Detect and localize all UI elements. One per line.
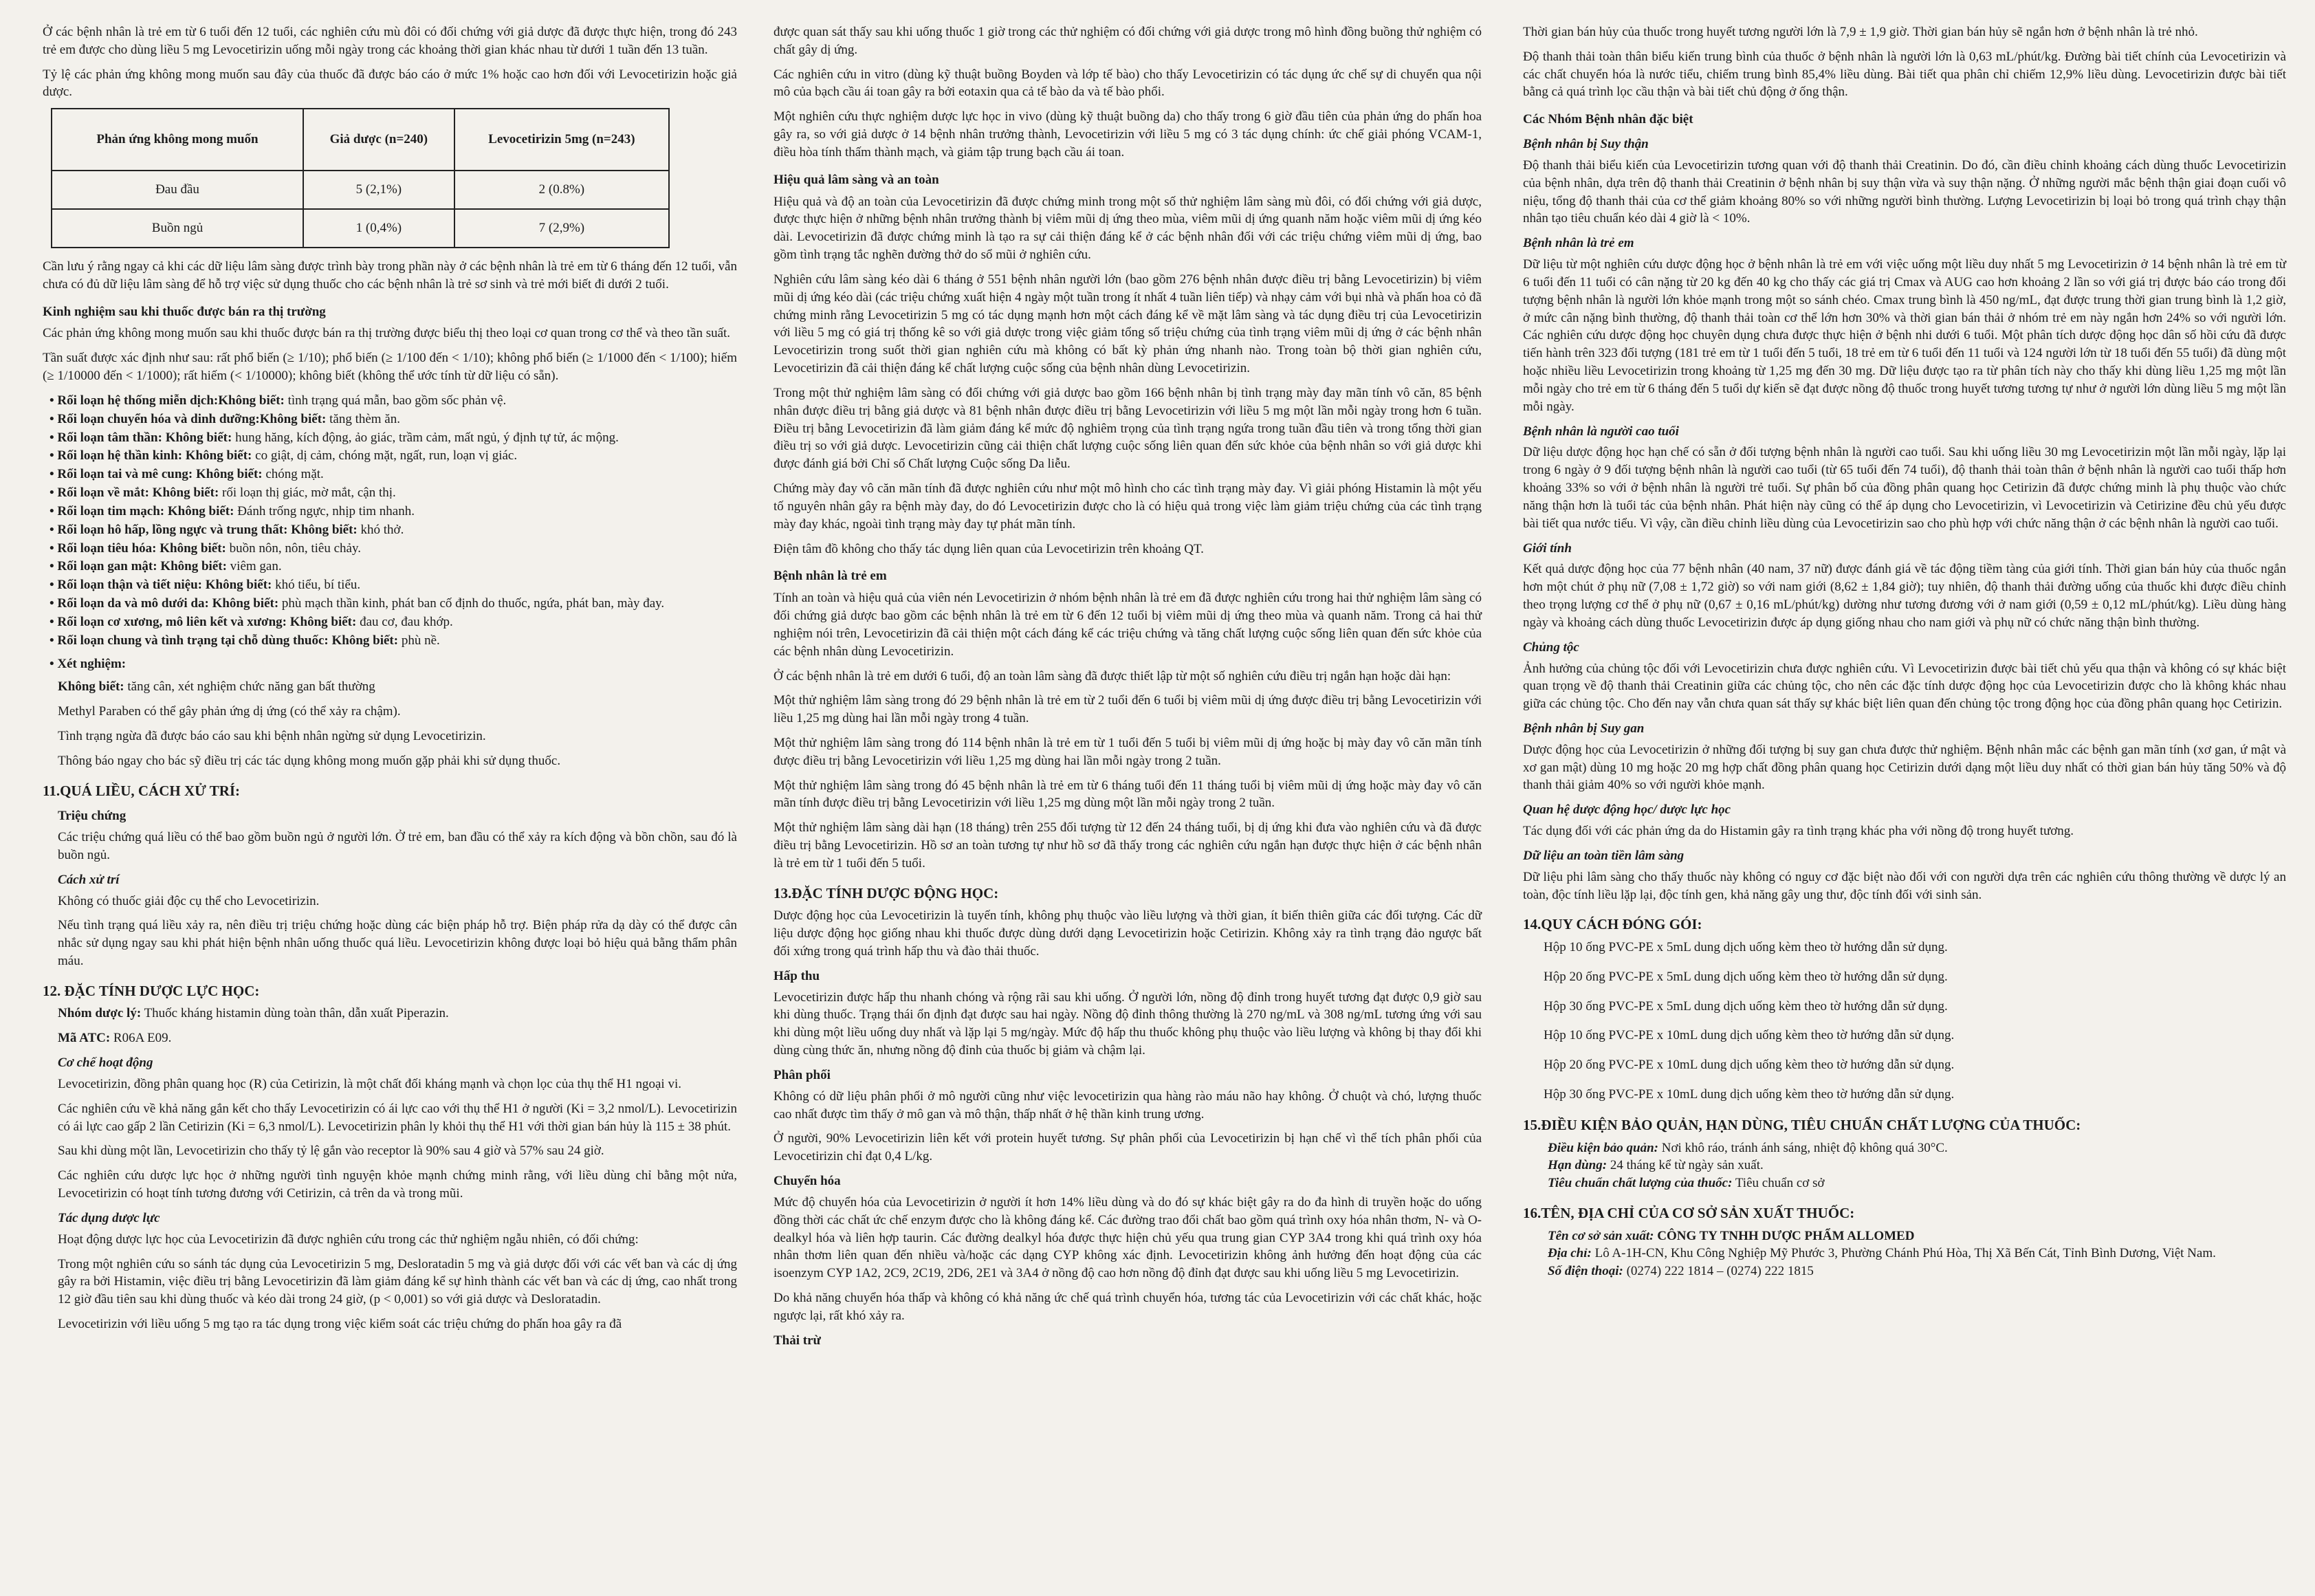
subheading-children: Bệnh nhân là trẻ em bbox=[1523, 236, 1634, 251]
organ-class: Rối loạn hô hấp, lồng ngực và trung thất: bbox=[57, 522, 292, 537]
table-row bbox=[52, 171, 669, 209]
quality-standard bbox=[1523, 1174, 2286, 1192]
label: Mã ATC: bbox=[58, 1031, 111, 1046]
value: Lô A-1H-CN, Khu Công Nghiệp Mỹ Phước 3, Phường Chánh Phú Hòa, Thị Xã Bến Cát, Tỉnh Bình Dương, Việt Nam. bbox=[1591, 1246, 2216, 1261]
subheading: Cách xử trí bbox=[58, 872, 120, 887]
paragraph: Thông báo ngay cho bác sỹ điều trị các tác dụng không mong muốn gặp phải khi sử dụng thuốc. bbox=[58, 753, 561, 768]
frequency: Không biết: bbox=[152, 485, 219, 501]
frequency: Không biết: bbox=[160, 559, 227, 574]
label: Điều kiện bảo quản: bbox=[1548, 1140, 1658, 1155]
section-14-heading: 14.QUY CÁCH ĐÓNG GÓI: bbox=[1523, 916, 1702, 933]
paragraph: Do khả năng chuyển hóa thấp và không có khả năng ức chế quá trình chuyển hóa, tương tác của Levocetirizin với các chất khác, hoặc ngược lại, rất khó xảy ra. bbox=[774, 1291, 1482, 1323]
paragraph: Hiệu quả và độ an toàn của Levocetirizin đã được chứng minh trong một số thử nghiệm lâm sàng mù đôi, có đối chứng với giả dược, được thực hiện ở những bệnh nhân trưởng thành bị viêm mũi dị ứng theo mùa, viêm mũi dị ứng quanh năm hoặc viêm mũi dị ứng kéo dài. Levocetirizin đã được chứng minh là tạo ra sự cải thiện đáng kể ở các bệnh nhân đối với các triệu chứng viêm mũi dị ứng, bao gồm tình trạng tắc nghẽn đường thở do sổ mũi ở nghiên cứu. bbox=[774, 194, 1482, 263]
paragraph: Nếu tình trạng quá liều xảy ra, nên điều trị triệu chứng hoặc dùng các biện pháp hỗ trợ. Biện pháp rửa dạ dày có thể được cân nhắc sử dụng ngay sau khi phát hiện bệnh nhân uống thuốc quá liều. Levocetirizin không được loại bỏ hiệu quả bằng thẩm phân máu. bbox=[58, 918, 737, 969]
frequency: Không biết: bbox=[165, 430, 232, 445]
frequency: Không biết: bbox=[205, 578, 272, 593]
package-item: Hộp 30 ống PVC-PE x 10mL dung dịch uống kèm theo tờ hướng dẫn sử dụng. bbox=[1544, 1087, 1955, 1102]
paragraph: Một thử nghiệm lâm sàng trong đó 45 bệnh nhân là trẻ em từ 6 tháng tuổi đến 11 tháng tuổi bị viêm mũi dị ứng hoặc mày đay vô căn mãn tính được điều trị bằng Levocetirizin với liều 1,25 mg dùng một lần mỗi ngày trong 2 tuần. bbox=[774, 778, 1482, 811]
table-cell: 1 (0,4%) bbox=[303, 209, 454, 248]
section-15-heading: 15.ĐIỀU KIỆN BẢO QUẢN, HẠN DÙNG, TIÊU CHUẨN CHẤT LƯỢNG CỦA THUỐC: bbox=[1523, 1116, 2081, 1133]
paragraph: Levocetirizin được hấp thu nhanh chóng và rộng rãi sau khi uống. Ở người lớn, nồng độ đỉnh trong huyết tương đạt được 0,9 giờ sau khi dùng thuốc. Trạng thái ổn định đạt được sau hai ngày. Nồng độ đỉnh thông thường là 270 ng/mL và 308 ng/mL tương ứng với sau khi dùng một liều uống duy nhất và lặp lại 5 mg/ngày. Mức độ hấp thu thuốc không phụ thuộc vào liều lượng và không bị thay đổi khi dùng cùng thức ăn, nhưng nồng độ đỉnh của thuốc bị giảm và chậm lại. bbox=[774, 990, 1482, 1058]
list-item bbox=[50, 484, 737, 502]
organ-class: Rối loạn chuyển hóa và dinh dưỡng: bbox=[57, 411, 260, 426]
list-item bbox=[50, 540, 737, 558]
organ-class: Rối loạn tiêu hóa: bbox=[57, 540, 160, 556]
paragraph: Một thử nghiệm lâm sàng trong đó 29 bệnh nhân là trẻ em từ 2 tuổi đến 6 tuổi bị viêm mũi dị ứng được điều trị bằng Levocetirizin với liều 1,25 mg dùng hai lần mỗi ngày trong 4 tuần. bbox=[774, 693, 1482, 726]
effects: phù nề. bbox=[398, 633, 440, 648]
paragraph: Ở các bệnh nhân là trẻ em dưới 6 tuổi, độ an toàn lâm sàng đã được thiết lập từ một số nghiên cứu điều trị ngắn hạn hoặc dài hạn: bbox=[774, 668, 1451, 684]
paragraph: Chứng mày đay vô căn mãn tính đã được nghiên cứu như một mô hình cho các tình trạng mày đay. Vì giải phóng Histamin là một yếu tố nguyên nhân gây ra bệnh mày đay, do đó Levocetirizin được cho là có hiệu quả trong việc làm giảm triệu chứng của các tình trạng mày đay khác, ngoài tình trạng mày đay tự phát mãn tính. bbox=[774, 481, 1482, 532]
paragraph: Tỷ lệ các phản ứng không mong muốn sau đây của thuốc đã được báo cáo ở mức 1% hoặc cao hơn đối với Levocetirizin hoặc giả dược. bbox=[43, 67, 737, 100]
label: Nhóm dược lý: bbox=[58, 1006, 142, 1021]
organ-class: Rối loạn cơ xương, mô liên kết và xương: bbox=[57, 614, 290, 629]
package-item: Hộp 30 ống PVC-PE x 5mL dung dịch uống kèm theo tờ hướng dẫn sử dụng. bbox=[1544, 998, 1948, 1014]
frequency: Không biết: bbox=[196, 467, 263, 482]
subheading-race: Chủng tộc bbox=[1523, 640, 1579, 655]
subheading-absorption: Hấp thu bbox=[774, 968, 820, 983]
paragraph: Độ thanh thải biểu kiến của Levocetirizin tương quan với độ thanh thải Creatinin. Do đó, cần điều chỉnh khoảng cách dùng thuốc Levocetirizin của bệnh nhân, dựa trên độ thanh thải Creatinin ở bệnh nhân bị suy thận vừa và suy thận nặng. Ở những người mắc bệnh thận giai đoạn cuối vô niệu, tổng độ thanh thải của cơ thể giảm khoảng 80% so với những người bình thường. Lượng Levocetirizin bị loại bỏ trong quá trình chạy thận nhân tạo tiêu chuẩn kéo dài 4 giờ là < 10%. bbox=[1523, 157, 2286, 226]
package-item: Hộp 20 ống PVC-PE x 10mL dung dịch uống kèm theo tờ hướng dẫn sử dụng. bbox=[1544, 1058, 1955, 1073]
subheading-hepatic: Bệnh nhân bị Suy gan bbox=[1523, 721, 1645, 736]
paragraph: Methyl Paraben có thể gây phản ứng dị ứng (có thể xảy ra chậm). bbox=[58, 704, 401, 719]
paragraph: Ảnh hưởng của chủng tộc đối với Levocetirizin chưa được nghiên cứu. Vì Levocetirizin được bài tiết chủ yếu qua thận và không có sự khác biệt quan trọng về độ thanh thải Creatinin giữa các chủng tộc, cho nên các đặc tính dược động học của Levocetirizin được cho là không khác nhau giữa các chủng tộc. Cho đến nay vẫn chưa quan sát thấy sự khác biệt liên quan đến chủng tộc trong động học của đồng phân quang học Cetirizin. bbox=[1523, 661, 2286, 712]
column-1 bbox=[43, 23, 737, 1340]
effects: hung hăng, kích động, ảo giác, trầm cảm, mất ngủ, ý định tự tử, ác mộng. bbox=[232, 430, 619, 445]
value: (0274) 222 1814 – (0274) 222 1815 bbox=[1623, 1264, 1814, 1279]
table-cell: 2 (0.8%) bbox=[454, 171, 669, 209]
label: Số điện thoại: bbox=[1548, 1264, 1623, 1279]
subheading: Triệu chứng bbox=[58, 809, 127, 824]
paragraph: Levocetirizin, đồng phân quang học (R) của Cetirizin, là một chất đối kháng mạnh và chọn lọc của thụ thể H1 ngoại vi. bbox=[58, 1076, 681, 1091]
frequency: Không biết: bbox=[259, 411, 327, 426]
section-13-heading: 13.ĐẶC TÍNH DƯỢC ĐỘNG HỌC: bbox=[774, 884, 999, 901]
paragraph: Dữ liệu phi lâm sàng cho thấy thuốc này không có nguy cơ đặc biệt nào đối với con người dựa trên các nghiên cứu thông thường về dược lý an toàn, độc tính liều lặp lại, độc tính gen, khả năng gây ung thư, độc tính đối với sinh sản. bbox=[1523, 869, 2286, 902]
paragraph: Một thử nghiệm lâm sàng dài hạn (18 tháng) trên 255 đối tượng từ 12 đến 24 tháng tuổi, bị dị ứng khi đưa vào nghiên cứu và đã được điều trị bằng Levocetirizin. Hồ sơ an toàn tương tự như hồ sơ đã thấy trong các nghiên cứu ngắn hạn được thực hiện ở các bệnh nhân là trẻ em từ 1 tuổi đến 5 tuổi. bbox=[774, 820, 1482, 871]
effects: tình trạng quá mẫn, bao gồm sốc phản vệ. bbox=[284, 393, 507, 408]
column-3 bbox=[1523, 23, 2286, 1280]
paragraph: Dược động học của Levocetirizin ở những đối tượng bị suy gan chưa được thử nghiệm. Bệnh nhân mắc các bệnh gan mãn tính (xơ gan, ứ mật và xơ gan mật) dùng 10 mg hoặc 20 mg hợp chất đồng phân quang học Cetirizin dưới dạng một liều duy nhất có thời gian bán hủy tăng 50% và độ thanh thải giảm 40% so với người khỏe mạnh. bbox=[1523, 742, 2286, 793]
label: Hạn dùng: bbox=[1548, 1158, 1608, 1173]
shelf-life bbox=[1523, 1157, 2286, 1174]
paragraph: Levocetirizin với liều uống 5 mg tạo ra tác dụng trong việc kiểm soát các triệu chứng do phấn hoa gây ra đã bbox=[58, 1316, 622, 1331]
heading-post-market: Kinh nghiệm sau khi thuốc được bán ra thị trường bbox=[43, 304, 326, 319]
frequency: Không biết: bbox=[331, 633, 399, 648]
manufacturer-name bbox=[1523, 1227, 2286, 1245]
organ-class: Rối loạn thận và tiết niệu: bbox=[57, 578, 206, 593]
paragraph: Độ thanh thải toàn thân biểu kiến trung bình của thuốc ở bệnh nhân là người lớn là 0,63 mL/phút/kg. Đường bài tiết chính của Levocetirizin và các chất chuyển hóa là nước tiểu, chiếm trung bình 85,4% liều dùng. Bài tiết qua phân chỉ chiếm 12,9% liều dùng. Levocetirizin được bài tiết bằng cả quá trình lọc cầu thận và bài tiết chủ động ở ống thận. bbox=[1523, 49, 2286, 100]
organ-class: Rối loạn hệ thần kinh: bbox=[57, 448, 186, 463]
organ-class: Rối loạn hệ thống miễn dịch: bbox=[57, 393, 219, 408]
section-11-heading: 11.QUÁ LIỀU, CÁCH XỬ TRÍ: bbox=[43, 782, 241, 799]
frequency: Không biết: bbox=[291, 522, 358, 537]
table-cell: Đau đầu bbox=[52, 171, 303, 209]
effects: rối loạn thị giác, mờ mắt, cận thị. bbox=[219, 485, 396, 501]
effects: buồn nôn, nôn, tiêu chảy. bbox=[226, 540, 361, 556]
manufacturer-address bbox=[1523, 1245, 2286, 1262]
paragraph: Tác dụng đối với các phản ứng da do Histamin gây ra tình trạng khác pha với nồng độ trong huyết tương. bbox=[1523, 824, 2074, 839]
effects: đau cơ, đau khớp. bbox=[356, 614, 453, 629]
effects: khó thở. bbox=[357, 522, 404, 537]
paragraph: Không có dữ liệu phân phối ở mô người cũng như việc levocetirizin qua hàng rào máu não hay không. Ở chuột và chó, lượng thuốc cao nhất được tìm thấy ở mô gan và mô thận, thấp nhất ở hệ thần kinh trung ương. bbox=[774, 1089, 1482, 1122]
list-item bbox=[50, 466, 737, 483]
effects: phù mạch thần kinh, phát ban cố định do thuốc, ngứa, phát ban, mày đay. bbox=[278, 596, 665, 611]
pharmacologic-group bbox=[43, 1005, 737, 1023]
value: Tiêu chuẩn cơ sở bbox=[1732, 1176, 1825, 1191]
list-item bbox=[50, 503, 737, 521]
list-item bbox=[50, 429, 737, 447]
frequency: Không biết: bbox=[167, 503, 234, 518]
label: Địa chỉ: bbox=[1548, 1246, 1592, 1261]
paragraph: Tính an toàn và hiệu quả của viên nén Levocetirizin ở nhóm bệnh nhân là trẻ em đã được nghiên cứu trong hai thử nghiệm lâm sàng có đối chứng giả dược bao gồm các bệnh nhân là trẻ em từ 6 đến 12 tuổi bị viêm mũi dị ứng theo mùa và quanh năm. Trong cả hai thử nghiệm nói trên, Levocetirizin đã cải thiện một cách đáng kể các triệu chứng và tăng chất lượng cuộc sống liên quan đến sức khỏe của các bệnh nhân dùng Levocetirizin. bbox=[774, 591, 1482, 659]
adverse-reaction-table bbox=[51, 108, 670, 248]
table-row bbox=[52, 209, 669, 248]
effects: viêm gan. bbox=[226, 559, 282, 574]
value: Thuốc kháng histamin dùng toàn thân, dẫn xuất Piperazin. bbox=[141, 1006, 449, 1021]
paragraph: Dược động học của Levocetirizin là tuyến tính, không phụ thuộc vào liều lượng và thời gian, ít biến thiên giữa các đối tượng. Các dữ liệu dược động học giống nhau khi thuốc được dùng dưới dạng Levocetirizin hoặc Cetirizin. Không xảy ra tình trạng đảo ngược bất đối xứng trong quá trình hấp thu và đào thải thuốc. bbox=[774, 908, 1482, 959]
organ-class: Rối loạn da và mô dưới da: bbox=[57, 596, 212, 611]
package-item: Hộp 10 ống PVC-PE x 10mL dung dịch uống kèm theo tờ hướng dẫn sử dụng. bbox=[1544, 1028, 1955, 1043]
adverse-effect-list bbox=[43, 392, 737, 650]
list-item bbox=[50, 595, 737, 613]
subheading-distribution: Phân phối bbox=[774, 1067, 831, 1082]
paragraph: Ở các bệnh nhân là trẻ em từ 6 tuổi đến 12 tuổi, các nghiên cứu mù đôi có đối chứng với giả dược đã được thực hiện, trong đó 243 trẻ em được cho dùng liều 5 mg Levocetirizin uống mỗi ngày trong các khoảng thời gian khác nhau từ dưới 1 tuần đến 13 tuần. bbox=[43, 25, 737, 57]
paragraph: Tần suất được xác định như sau: rất phổ biến (≥ 1/10); phổ biến (≥ 1/100 đến < 1/10); không phổ biến (≥ 1/1000 đến < 1/100); hiếm (≥ 1/10000 đến < 1/1000); rất hiếm (< 1/10000); không biết (không thể ước tính từ dữ liệu có sẵn). bbox=[43, 351, 737, 384]
lab-test-heading: Xét nghiệm: bbox=[57, 656, 127, 671]
paragraph: Các triệu chứng quá liều có thể bao gồm buồn ngủ ở người lớn. Ở trẻ em, ban đầu có thể xảy ra kích động và bồn chồn, sau đó là buồn ngủ. bbox=[58, 830, 737, 862]
frequency: Không biết: bbox=[289, 614, 357, 629]
subheading: Cơ chế hoạt động bbox=[58, 1056, 153, 1071]
list-item bbox=[50, 632, 737, 650]
organ-class: Rối loạn tai và mê cung: bbox=[57, 467, 197, 482]
paragraph: Không có thuốc giải độc cụ thể cho Levocetirizin. bbox=[58, 893, 320, 908]
heading-special-groups: Các Nhóm Bệnh nhân đặc biệt bbox=[1523, 112, 1693, 127]
frequency: Không biết: bbox=[212, 596, 279, 611]
organ-class: Rối loạn gan mật: bbox=[57, 559, 161, 574]
effects: tăng thèm ăn. bbox=[326, 411, 400, 426]
paragraph: Cần lưu ý rằng ngay cả khi các dữ liệu lâm sàng được trình bày trong phần này ở các bệnh nhân là trẻ em từ 6 tháng đến 12 tuổi, vẫn chưa có đủ dữ liệu lâm sàng để hỗ trợ việc sử dụng thuốc cho các bệnh nhân là trẻ sơ sinh và trẻ mới biết đi dưới 2 tuổi. bbox=[43, 259, 737, 292]
atc-code bbox=[43, 1029, 737, 1047]
frequency: Không biết: bbox=[185, 448, 252, 463]
subheading-elderly: Bệnh nhân là người cao tuổi bbox=[1523, 424, 1679, 439]
paragraph: Trong một thử nghiệm lâm sàng có đối chứng với giả dược bao gồm 166 bệnh nhân bị tình trạng mày đay mãn tính vô căn, 85 bệnh nhân được điều trị bằng giả dược và 81 bệnh nhân được điều trị bằng Levocetirizin với liều 5 mg một lần mỗi ngày trong hơn 6 tuần. Điều trị bằng Levocetirizin đã làm giảm đáng kể mức độ nghiêm trọng của tình trạng ngứa trong tuần đầu tiên và trong tổng thời gian điều trị so với giả dược. Levocetirizin cũng cải thiện chất lượng cuộc sống liên quan đến sức khỏe của bệnh nhân so với giả dược khi được đánh giá bởi Chỉ số Chất lượng Cuộc sống Da liễu. bbox=[774, 385, 1482, 472]
list-item bbox=[50, 392, 737, 410]
subheading-gender: Giới tính bbox=[1523, 540, 1572, 556]
label: Tiêu chuẩn chất lượng của thuốc: bbox=[1548, 1176, 1733, 1191]
paragraph: Trong một nghiên cứu so sánh tác dụng của Levocetirizin 5 mg, Desloratadin 5 mg và giả dược đối với các vết ban và các dị ứng gây ra bởi Histamin, việc điều trị bằng Levocetirizin đã làm giảm đáng kể sự hình thành các vết ban và các dị ứng, cao nhất trong 12 giờ đầu tiên sau khi dùng thuốc và kéo dài trong 24 giờ, (p < 0,001) so với giả dược và Desloratadin. bbox=[58, 1256, 737, 1307]
frequency: Không biết: bbox=[160, 540, 226, 556]
paragraph: Điện tâm đồ không cho thấy tác dụng liên quan của Levocetirizin trên khoảng QT. bbox=[774, 541, 1204, 556]
organ-class: Rối loạn về mắt: bbox=[57, 485, 153, 501]
section-12-heading: 12. ĐẶC TÍNH DƯỢC LỰC HỌC: bbox=[43, 982, 260, 999]
paragraph: Dữ liệu dược động học hạn chế có sẵn ở đối tượng bệnh nhân là người cao tuổi. Sau khi uống liều 30 mg Levocetirizin một lần mỗi ngày, lặp lại trong 6 ngày ở 9 đối tượng bệnh nhân là người cao tuổi (từ 65 tuổi đến 74 tuổi), độ thanh thải toàn thân ở bệnh nhân là người cao tuổi thấp hơn khoảng 33% so với ở bệnh nhân là người trẻ tuổi. Sự phân bố của đồng phân quang học Cetirizin đã được chứng minh là phụ thuộc vào chức năng thận hơn là tuổi tác của bệnh nhân. Phát hiện này cũng có thể áp dụng cho Levocetirizin, vì Levocetirizin và Cetirizine đều chủ yếu được bài tiết qua nước tiểu. Vì vậy, cần điều chỉnh liều dùng của Levocetirizin sao cho phù hợp với chức năng thận ở các bệnh nhân là người cao tuổi. bbox=[1523, 445, 2286, 531]
package-item: Hộp 10 ống PVC-PE x 5mL dung dịch uống kèm theo tờ hướng dẫn sử dụng. bbox=[1544, 939, 1948, 954]
paragraph: Các phản ứng không mong muốn sau khi thuốc được bán ra thị trường được biểu thị theo loại cơ quan trong cơ thể và theo tần suất. bbox=[43, 326, 731, 341]
table-cell: 7 (2,9%) bbox=[454, 209, 669, 248]
effects: tăng cân, xét nghiệm chức năng gan bất thường bbox=[124, 679, 375, 695]
subheading-renal: Bệnh nhân bị Suy thận bbox=[1523, 137, 1649, 152]
value: R06A E09. bbox=[110, 1031, 172, 1046]
lab-test-line bbox=[43, 678, 737, 696]
subheading: Tác dụng dược lực bbox=[58, 1210, 160, 1225]
paragraph: Tình trạng ngừa đã được báo cáo sau khi bệnh nhân ngừng sử dụng Levocetirizin. bbox=[58, 729, 486, 744]
list-item bbox=[50, 447, 737, 465]
list-item bbox=[50, 655, 737, 673]
subheading-pk-pd: Quan hệ dược động học/ dược lực học bbox=[1523, 802, 1731, 818]
table-header: Phản ứng không mong muốn bbox=[52, 109, 303, 171]
paragraph: Kết quả dược động học của 77 bệnh nhân (40 nam, 37 nữ) được đánh giá về tác động tiềm tàng của giới tính. Thời gian bán hủy của thuốc ngắn hơn một chút ở phụ nữ (7,08 ± 1,72 giờ) so với nam giới (8,62 ± 1,84 giờ); tuy nhiên, độ thanh thải đường uống của thuốc khi được điều chỉnh theo trọng lượng cơ thể ở phụ nữ (0,67 ± 0,16 mL/phút/kg) dường như tương đương với ở nam giới (0,59 ± 0,12 mL/phút/kg). Liều dùng hàng ngày và khoảng cách dùng thuốc Levocetirizin được áp dụng giống nhau cho nam giới và phụ nữ có chức năng thận bình thường. bbox=[1523, 562, 2286, 630]
effects: co giật, dị cảm, chóng mặt, ngất, run, loạn vị giác. bbox=[252, 448, 518, 463]
paragraph: Các nghiên cứu in vitro (dùng kỹ thuật buồng Boyden và lớp tế bào) cho thấy Levocetirizin có tác dụng ức chế sự di chuyển qua nội mô của bạch cầu ái toan gây ra bởi eotaxin qua cả tế bào da và tế bào phổi. bbox=[774, 67, 1482, 100]
effects: chóng mặt. bbox=[262, 467, 324, 482]
table-header: Levocetirizin 5mg (n=243) bbox=[454, 109, 669, 171]
value: CÔNG TY TNHH DƯỢC PHẨM ALLOMED bbox=[1654, 1228, 1915, 1243]
label: Tên cơ sở sản xuất: bbox=[1548, 1228, 1654, 1243]
frequency: Không biết: bbox=[218, 393, 285, 408]
list-item bbox=[50, 613, 737, 631]
storage-condition bbox=[1523, 1139, 2286, 1157]
subheading-preclinical: Dữ liệu an toàn tiền lâm sàng bbox=[1523, 848, 1685, 863]
paragraph: Một thử nghiệm lâm sàng trong đó 114 bệnh nhân là trẻ em từ 1 tuổi đến 5 tuổi bị viêm mũi dị ứng hoặc bị mày đay vô căn mãn tính được điều trị bằng Levocetirizin với liều 1,25 mg dùng hai lần mỗi ngày trong 2 tuần. bbox=[774, 735, 1482, 768]
paragraph: được quan sát thấy sau khi uống thuốc 1 giờ trong các thử nghiệm có đối chứng với giả dược trong mô hình đồng buồng thử nghiệm có chất gây dị ứng. bbox=[774, 25, 1482, 57]
paragraph: Hoạt động dược lực học của Levocetirizin đã được nghiên cứu trong các thử nghiệm ngẫu nhiên, có đối chứng: bbox=[58, 1232, 639, 1247]
organ-class: Rối loạn tim mạch: bbox=[57, 503, 168, 518]
table-cell: 5 (2,1%) bbox=[303, 171, 454, 209]
package-item: Hộp 20 ống PVC-PE x 5mL dung dịch uống kèm theo tờ hướng dẫn sử dụng. bbox=[1544, 969, 1948, 984]
frequency: Không biết: bbox=[58, 679, 124, 695]
list-item bbox=[50, 521, 737, 539]
paragraph: Một nghiên cứu thực nghiệm dược lực học in vivo (dùng kỹ thuật buồng da) cho thấy trong 6 giờ đầu tiên của phản ứng do phấn hoa gây ra, so với giả dược ở 14 bệnh nhân trưởng thành, Levocetirizin với liều 5 mg có 3 tác dụng chính: ức chế giải phóng VCAM-1, điều hòa tính thấm thành mạch, và giảm tập trung bạch cầu ái toan. bbox=[774, 109, 1482, 160]
paragraph: Sau khi dùng một lần, Levocetirizin cho thấy tỷ lệ gắn vào receptor là 90% sau 4 giờ và 57% sau 24 giờ. bbox=[58, 1144, 604, 1159]
organ-class: Rối loạn tâm thần: bbox=[57, 430, 166, 445]
table-cell: Buồn ngủ bbox=[52, 209, 303, 248]
value: Nơi khô ráo, tránh ánh sáng, nhiệt độ không quá 30°C. bbox=[1658, 1140, 1948, 1155]
organ-class: Rối loạn chung và tình trạng tại chỗ dùng thuốc: bbox=[57, 633, 332, 648]
section-16-heading: 16.TÊN, ĐỊA CHỈ CỦA CƠ SỞ SẢN XUẤT THUỐC: bbox=[1523, 1204, 1855, 1221]
heading-efficacy: Hiệu quả lâm sàng và an toàn bbox=[774, 172, 939, 187]
paragraph: Ở người, 90% Levocetirizin liên kết với protein huyết tương. Sự phân phối của Levocetirizin bị hạn chế vì thể tích phân phối của Levocetirizin chỉ đạt 0,4 L/kg. bbox=[774, 1131, 1482, 1164]
paragraph: Mức độ chuyển hóa của Levocetirizin ở người ít hơn 14% liều dùng và do đó sự khác biệt gây ra do đa hình di truyền hoặc do uống đồng thời các chất ức chế enzym được cho là không đáng kể. Các đường trao đổi chất bao gồm quá trình oxy hóa nhân thơm, N- và O- dealkyl hóa và liên hợp taurin. Các đường dealkyl hóa được thực hiện chủ yếu qua trung gian CYP 3A4 trong khi quá trình oxy hóa nhân thơm liên quan đến nhiều và/hoặc các dạng CYP không xác định. Levocetirizin không ảnh hưởng đến hoạt động của các isoenzym CYP 1A2, 2C9, 2C19, 2D6, 2E1 và 3A4 ở nồng độ cao hơn nồng độ đỉnh đạt được sau khi uống liều 5 mg Levocetirizin. bbox=[774, 1194, 1482, 1281]
column-2 bbox=[774, 23, 1482, 1353]
effects: khó tiểu, bí tiểu. bbox=[272, 578, 361, 593]
paragraph: Dữ liệu từ một nghiên cứu dược động học ở bệnh nhân là trẻ em với việc uống một liều duy nhất 5 mg Levocetirizin ở 14 bệnh nhân là trẻ em từ 6 tuổi đến 11 tuổi có cân nặng từ 20 kg đến 40 kg cho thấy các giá trị Cmax và AUG cao hơn khoảng 2 lần so với giá trị được báo cáo trong đối tượng bệnh nhân là người lớn khỏe mạnh trong một so sánh chéo. Cmax trung bình là 450 ng/mL, đạt được trung thời gian trung bình là 1,2 giờ, ở mức cân nặng bình thường, độ thanh thải toàn cơ thể lớn hơn 30% và thời gian bán thải ở nhóm trẻ em này ngắn hơn 24% so với người lớn. Các nghiên cứu dược động học chuyên dụng chưa được thực hiện ở bệnh nhi dưới 6 tuổi. Một phân tích dược động học dân số hồi cứu đã được tiến hành trên 323 đối tượng (181 trẻ em từ 1 tuổi đến 5 tuổi, 18 trẻ em từ 6 tuổi đến 11 tuổi và 124 người lớn từ 18 tuổi đến 55 tuổi) đã dùng một hoặc nhiều liều Levocetirizin trong khoảng từ 1,25 mg đến 30 mg. Dữ liệu được tạo ra từ phân tích này cho thấy khi dùng liều 1,25 mg một lần mỗi ngày cho trẻ em từ 6 tháng đến 5 tuổi dự kiến sẽ đạt được nồng độ thuốc trong huyết tương tương tự như ở người lớn dùng liều 5 mg một lần mỗi ngày. bbox=[1523, 257, 2286, 414]
manufacturer-phone bbox=[1523, 1262, 2286, 1280]
paragraph: Nghiên cứu lâm sàng kéo dài 6 tháng ở 551 bệnh nhân người lớn (bao gồm 276 bệnh nhân được điều trị bằng Levocetirizin) bị viêm mũi dị ứng kéo dài (các triệu chứng xuất hiện 4 ngày một tuần trong ít nhất 4 tuần liên tiếp) và nhạy cảm với bụi nhà và phấn hoa cỏ đã chứng minh rằng Levocetirizin 5 mg có tác dụng mạnh hơn một cách đáng kể về mặt lâm sàng và tác dụng điều trị của Levocetirizin với liều 5 mg có giá trị thống kê so với giả dược trong việc giảm tổng số triệu chứng của tình trạng viêm mũi dị ứng ở các bệnh nhân Levocetirizin trong suốt thời gian nghiên cứu mà không có bất kỳ phản ứng nhanh nào. Trong toàn bộ thời gian nghiên cứu, Levocetirizin đã cải thiện đáng kể chất lượng cuộc sống của bệnh nhân dùng Levocetirizin. bbox=[774, 272, 1482, 376]
lab-test-list bbox=[43, 655, 737, 673]
heading-pediatric: Bệnh nhân là trẻ em bbox=[774, 569, 887, 584]
table-header: Giả dược (n=240) bbox=[303, 109, 454, 171]
effects: Đánh trống ngực, nhịp tim nhanh. bbox=[234, 503, 415, 518]
subheading-metabolism: Chuyển hóa bbox=[774, 1174, 841, 1189]
value: 24 tháng kể từ ngày sản xuất. bbox=[1607, 1158, 1764, 1173]
paragraph: Các nghiên cứu về khả năng gắn kết cho thấy Levocetirizin có ái lực cao với thụ thể H1 ở người (Ki = 3,2 nmol/L). Levocetirizin có ái lực cao gấp 2 lần Cetirizin (Ki = 6,3 nmol/L). Levocetirizin phân ly khỏi thụ thể H1 với thời gian bán hủy là 115 ± 38 phút. bbox=[58, 1101, 737, 1134]
list-item bbox=[50, 558, 737, 576]
list-item bbox=[50, 576, 737, 594]
subheading-elimination: Thải trừ bbox=[774, 1333, 821, 1348]
paragraph: Thời gian bán hủy của thuốc trong huyết tương người lớn là 7,9 ± 1,9 giờ. Thời gian bán hủy sẽ ngắn hơn ở bệnh nhân là trẻ nhỏ. bbox=[1523, 25, 2198, 39]
list-item bbox=[50, 411, 737, 428]
paragraph: Các nghiên cứu dược lực học ở những người tình nguyện khỏe mạnh chứng minh rằng, với liều dùng chỉ bằng một nửa, Levocetirizin có hoạt tính tương đương với Cetirizin, cả trên da và trong mũi. bbox=[58, 1168, 737, 1201]
